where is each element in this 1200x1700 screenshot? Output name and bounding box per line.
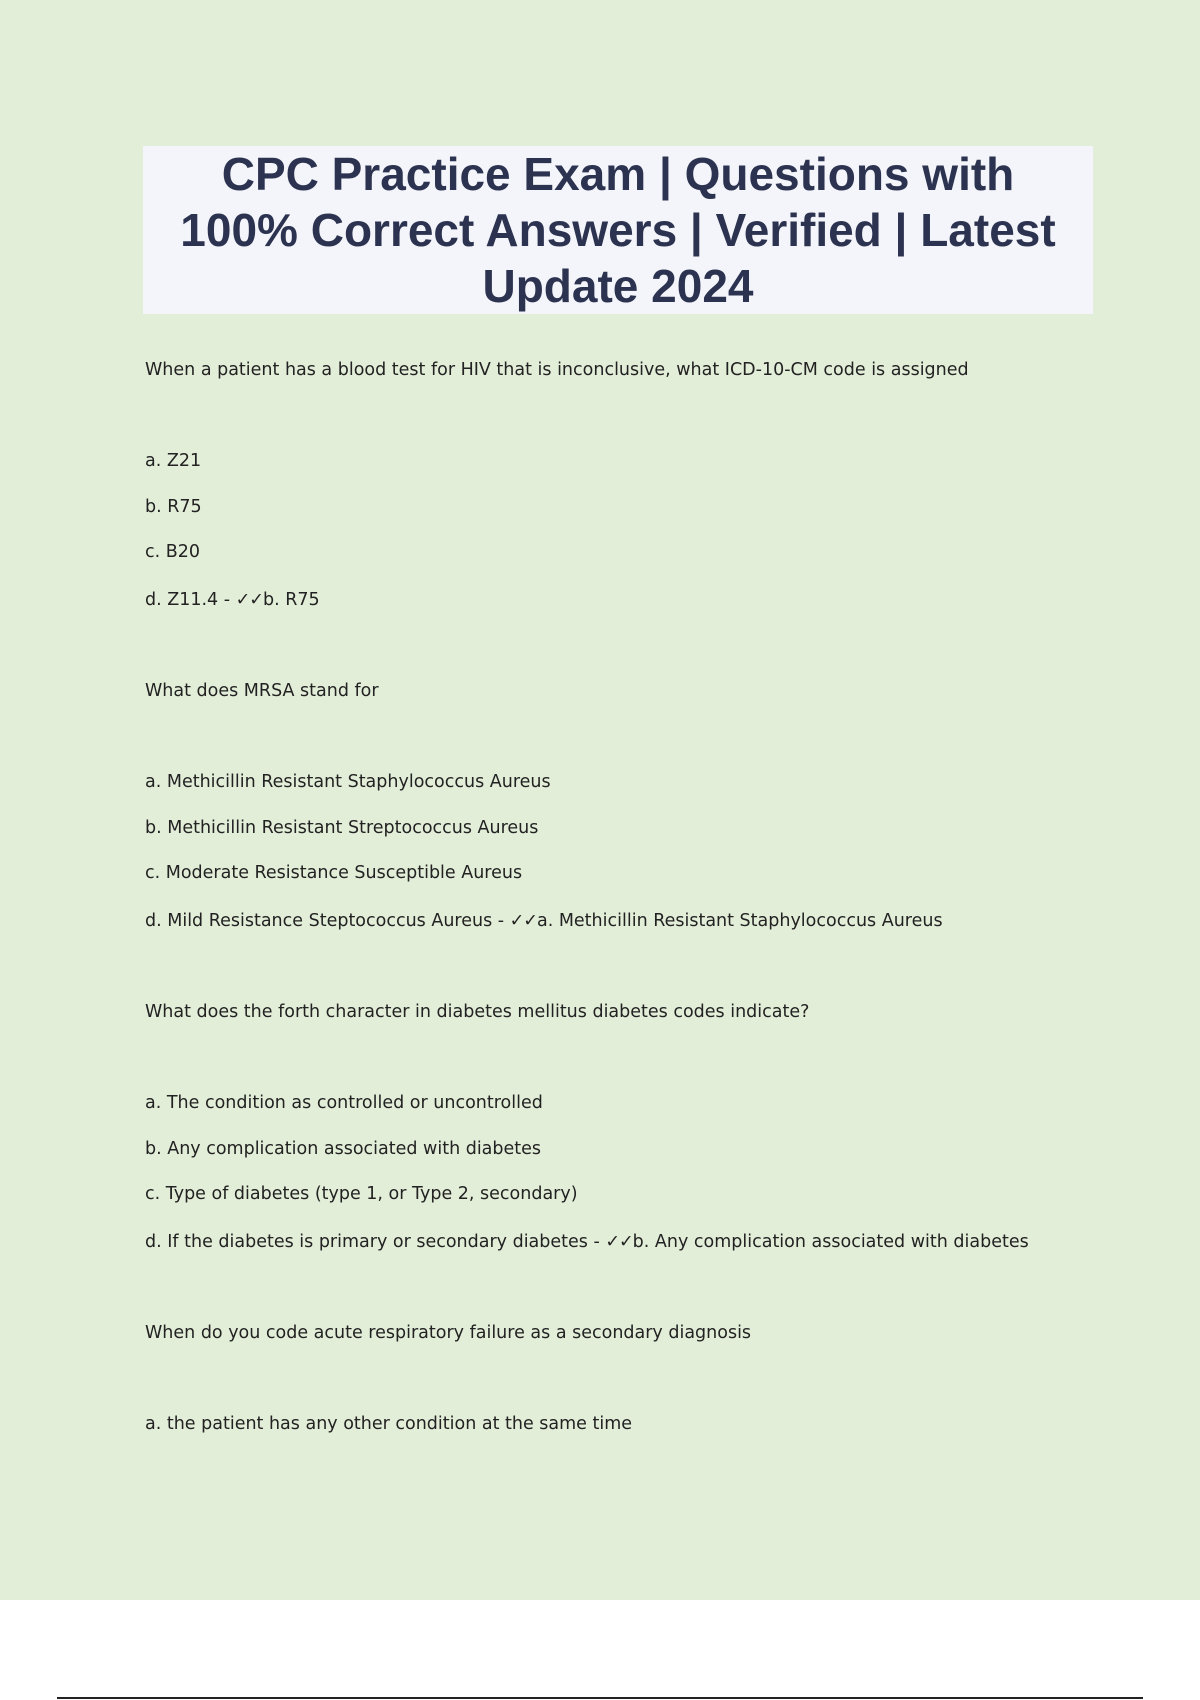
question-1-option-c: c. B20 [145, 542, 201, 562]
question-2-option-a: a. Methicillin Resistant Staphylococcus Aureus [145, 772, 551, 792]
question-2-text: What does MRSA stand for [145, 681, 379, 701]
question-1-answer: b. R75 [262, 590, 320, 610]
question-1-text: When a patient has a blood test for HIV that is inconclusive, what ICD-10-CM code is assigned [145, 360, 969, 380]
double-check-icon: ✓✓ [605, 1232, 633, 1252]
question-3-text: What does the forth character in diabetes mellitus diabetes codes indicate? [145, 1002, 810, 1022]
question-2-option-d: d. Mild Resistance Steptococcus Aureus - [145, 911, 510, 931]
question-1-option-b: b. R75 [145, 497, 202, 517]
question-2-option-d-with-answer [145, 909, 943, 933]
question-4-option-a: a. the patient has any other condition at the same time [145, 1414, 633, 1434]
footer-divider [57, 1697, 1143, 1699]
question-3-answer: b. Any complication associated with diabetes [632, 1232, 1029, 1252]
double-check-icon: ✓✓ [235, 590, 263, 610]
question-4-text: When do you code acute respiratory failure as a secondary diagnosis [145, 1323, 752, 1343]
question-1-option-d: d. Z11.4 - [145, 590, 236, 610]
double-check-icon: ✓✓ [509, 911, 537, 931]
question-3-option-d: d. If the diabetes is primary or secondary diabetes - [145, 1232, 606, 1252]
question-2-answer: a. Methicillin Resistant Staphylococcus Aureus [536, 911, 943, 931]
question-3-option-d-with-answer [145, 1230, 1029, 1254]
question-3-option-b: b. Any complication associated with diabetes [145, 1139, 542, 1159]
question-2-option-c: c. Moderate Resistance Susceptible Aureus [145, 863, 523, 883]
title-banner [143, 146, 1093, 314]
document-title: CPC Practice Exam | Questions with 100% Correct Answers | Verified | Latest Update 2024 [180, 148, 1056, 312]
question-1-option-d-with-answer [145, 588, 320, 612]
question-2-option-b: b. Methicillin Resistant Streptococcus Aureus [145, 818, 539, 838]
question-1-option-a: a. Z21 [145, 451, 202, 471]
question-3-option-a: a. The condition as controlled or uncontrolled [145, 1093, 543, 1113]
question-3-option-c: c. Type of diabetes (type 1, or Type 2, secondary) [145, 1184, 578, 1204]
